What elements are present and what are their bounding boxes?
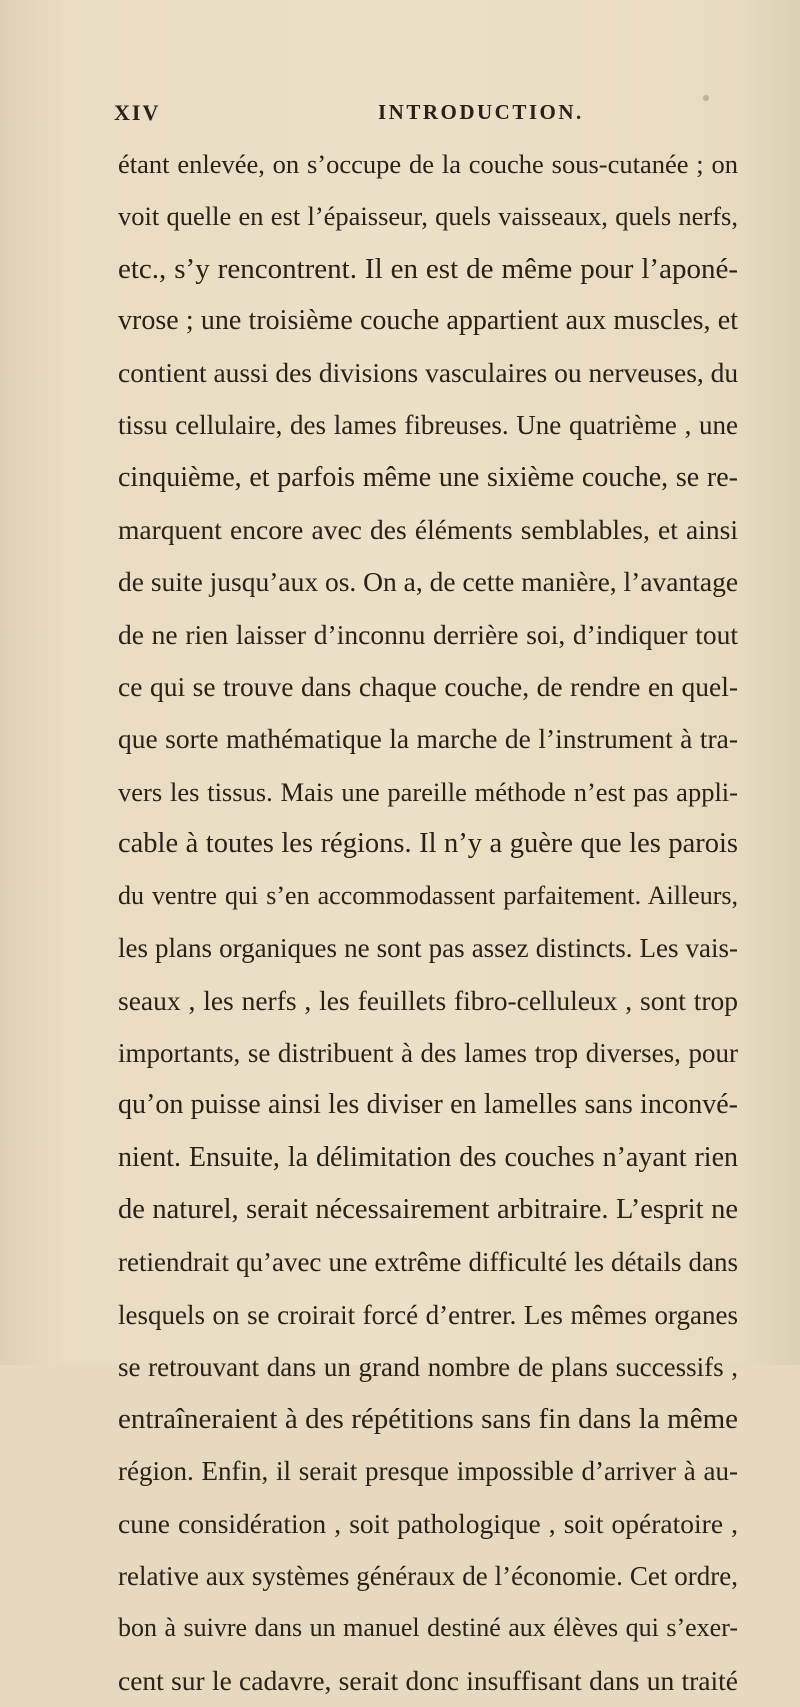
text-line: cinquième, et parfois même une sixième couche, se re-: [118, 461, 738, 493]
text-line: les plans organiques ne sont pas assez distincts. Les vais-: [118, 933, 738, 964]
text-line: tissu cellulaire, des lames fibreuses. Une quatrième , une: [118, 410, 738, 441]
text-line: entraîneraient à des répétitions sans fin dans la même: [118, 1403, 738, 1436]
text-line: vers les tissus. Mais une pareille méthode n’est pas appli-: [118, 776, 738, 807]
text-line: région. Enfin, il serait presque impossible d’arriver à au-: [118, 1456, 738, 1487]
body-text: [118, 138, 738, 1707]
text-line: de ne rien laisser d’inconnu derrière soi, d’indiquer tout: [118, 618, 738, 650]
text-line: ce qui se trouve dans chaque couche, de rendre en quel-: [118, 670, 738, 702]
text-line: cune considération , soit pathologique , soit opératoire ,: [118, 1507, 738, 1539]
text-line: que sorte mathématique la marche de l’instrument à tra-: [118, 723, 738, 755]
text-line: contient aussi des divisions vasculaires ou nerveuses, du: [118, 357, 739, 389]
text-line: qu’on puisse ainsi les diviser en lamelles sans inconvé-: [118, 1089, 738, 1121]
text-line: voit quelle en est l’épaisseur, quels vaisseaux, quels nerfs,: [118, 201, 738, 232]
text-line: lesquels on se croirait forcé d’entrer. Les mêmes organes: [118, 1299, 738, 1330]
text-line: seaux , les nerfs , les feuillets fibro-celluleux , sont trop: [118, 984, 738, 1016]
text-line: du ventre qui s’en accommodassent parfaitement. Ailleurs,: [118, 881, 738, 911]
text-line: de suite jusqu’aux os. On a, de cette manière, l’avantage: [118, 566, 739, 598]
text-line: marquent encore avec des éléments semblables, et ainsi: [118, 514, 738, 546]
text-line: cent sur le cadavre, serait donc insuffisant dans un traité: [118, 1664, 738, 1696]
text-line: étant enlevée, on s’occupe de la couche sous-cutanée ; on: [118, 149, 738, 179]
page-header: [108, 100, 748, 140]
running-title: INTRODUCTION.: [378, 100, 584, 124]
text-line: etc., s’y rencontrent. Il en est de même pour l’aponé-: [118, 252, 738, 285]
page-number: XIV: [114, 100, 161, 125]
text-line: bon à suivre dans un manuel destiné aux élèves qui s’exer-: [118, 1613, 738, 1643]
text-line: vrose ; une troisième couche appartient aux muscles, et: [118, 304, 738, 336]
text-line: de naturel, serait nécessairement arbitraire. L’esprit ne: [118, 1193, 738, 1225]
text-line: nient. Ensuite, la délimitation des couches n’ayant rien: [118, 1141, 738, 1173]
text-line: importants, se distribuent à des lames trop diverses, pour: [118, 1038, 738, 1069]
text-line: se retrouvant dans un grand nombre de plans successifs ,: [118, 1351, 738, 1382]
text-line: cable à toutes les régions. Il n’y a guère que les parois: [118, 827, 738, 859]
text-line: relative aux systèmes généraux de l’économie. Cet ordre,: [118, 1561, 738, 1592]
text-line: retiendrait qu’avec une extrême difficulté les détails dans: [118, 1247, 738, 1278]
